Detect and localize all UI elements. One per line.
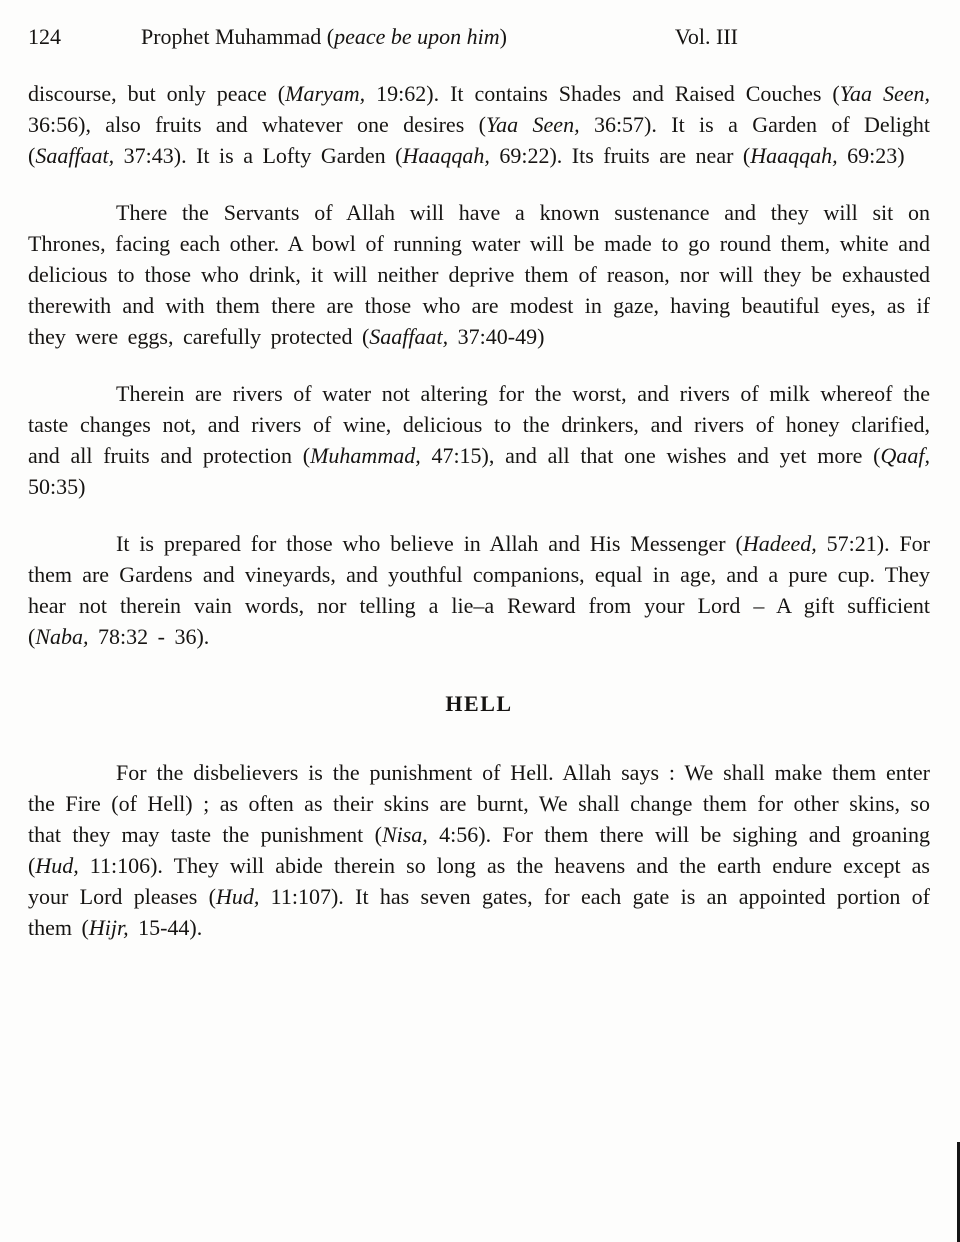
page-header (28, 24, 930, 50)
paragraph-prepared-believers: It is prepared for those who believe in Allah and His Messenger (Hadeed, 57:21). For them are Gardens and vineyards, and youthful companions, equal in age, and a pure cup. They hear not therein vain words, nor telling a lie–a Reward from your Lord – A gift sufficient (Naba, 78:32 - 36). (28, 531, 931, 649)
paragraph-paradise-continuation: discourse, but only peace (Maryam, 19:62). It contains Shades and Raised Couches (Yaa Seen, 36:56), also fruits and whatever one desires (Yaa Seen, 36:57). It is a Garden of Delight (Saaffaat, 37:43). It is a Lofty Garden (Haaqqah, 69:22). Its fruits are near (Haaqqah, 69:23) (28, 81, 931, 168)
running-title: Prophet Muhammad (peace be upon him) (141, 24, 507, 49)
page-number: 124 (28, 24, 61, 49)
section-heading-hell: HELL (445, 691, 513, 716)
page-body (28, 78, 930, 943)
volume-label: Vol. III (674, 24, 738, 49)
paragraph-hell-punishment: For the disbelievers is the punishment of Hell. Allah says : We shall make them enter the Fire (of Hell) ; as often as their skins are burnt, We shall change them for other skins, so that they may taste the punishment (Nisa, 4:56). For them there will be sighing and groaning (Hud, 11:106). They will abide therein so long as the heavens and the earth endure except as your Lord pleases (Hud, 11:107). It has seven gates, for each gate is an appointed portion of them (Hijr, 15-44). (28, 760, 930, 940)
paragraph-rivers: Therein are rivers of water not altering for the worst, and rivers of milk whereof the taste changes not, and rivers of wine, delicious to the drinkers, and rivers of honey clarified, and all fruits and protection (Muhammad, 47:15), and all that one wishes and yet more (Qaaf, 50:35) (28, 381, 930, 499)
paragraph-servants-sustenance: There the Servants of Allah will have a known sustenance and they will sit on Thrones, facing each other. A bowl of running water will be made to go round them, white and delicious to those who drink, it will neither deprive them of reason, nor will they be exhausted therewith and with them there are those who are modest in gaze, having beautiful eyes, as if they were eggs, carefully protected (Saaffaat, 37:40-49) (28, 200, 930, 349)
